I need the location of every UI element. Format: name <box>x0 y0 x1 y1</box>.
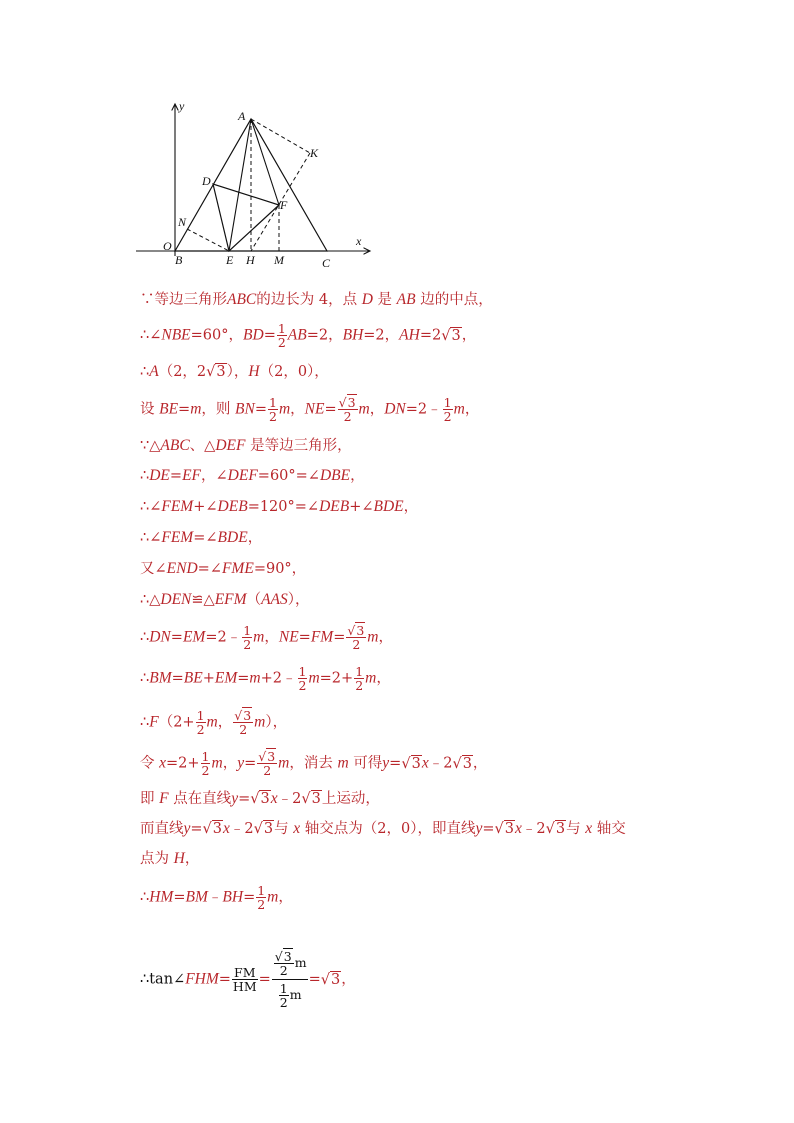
radicand: 3 <box>411 755 421 772</box>
inner-fraction <box>279 982 289 1009</box>
denominator: 2 <box>243 637 252 652</box>
text: ∴ <box>140 889 150 906</box>
text: AH <box>399 326 420 344</box>
text: BDE <box>373 498 404 515</box>
text: ∴∠ <box>140 530 162 546</box>
text: DEB <box>217 498 248 515</box>
text: = <box>263 327 276 344</box>
text: END <box>166 560 198 577</box>
text: m <box>249 669 261 687</box>
fraction <box>201 750 211 777</box>
fraction <box>346 624 366 651</box>
text: m <box>254 713 266 731</box>
text: 设 <box>140 401 155 418</box>
denominator: 2 <box>352 637 361 652</box>
text: ∴∠ <box>140 327 162 344</box>
text: = <box>190 821 203 837</box>
text: = <box>482 821 495 837</box>
text: = <box>237 670 250 687</box>
numerator: √3 <box>258 749 276 764</box>
text: （2+ <box>158 714 195 731</box>
text: m <box>267 888 279 906</box>
text: DBE <box>319 467 351 484</box>
text: BD <box>243 326 264 344</box>
text: ∴ <box>140 468 150 484</box>
text: ，则 <box>201 401 231 418</box>
text: y <box>475 820 483 837</box>
denominator: 2 <box>279 995 288 1010</box>
solution-line-16 <box>140 819 626 839</box>
text: ， <box>464 401 480 418</box>
text: x <box>223 820 230 837</box>
text: 上运动， <box>321 791 380 807</box>
numerator: 1 <box>279 981 288 996</box>
text: m <box>294 955 307 970</box>
text: = <box>254 401 267 418</box>
solution-line-11 <box>140 624 393 651</box>
text: BN <box>235 400 255 418</box>
text: = <box>169 468 183 484</box>
solution-line-13 <box>140 709 287 736</box>
fraction <box>256 884 266 911</box>
numerator: √3 <box>234 708 252 723</box>
text: 点为 <box>140 851 169 867</box>
text: ， <box>264 629 279 646</box>
text: 是 <box>377 292 393 308</box>
radicand: 3 <box>347 395 356 410</box>
text: ∴ <box>140 364 150 380</box>
fraction <box>443 396 453 423</box>
label-m: M <box>274 253 284 267</box>
text: ABC <box>227 291 257 308</box>
radicand: 3 <box>462 755 472 772</box>
label-x: x <box>356 234 362 248</box>
denominator: 2 <box>263 763 272 778</box>
radicand: 3 <box>260 791 270 807</box>
inner-fraction <box>274 950 294 977</box>
text: FHM <box>185 970 219 988</box>
text: = <box>173 889 186 906</box>
label-n: N <box>178 215 187 229</box>
text: = <box>324 401 337 418</box>
text: EFM <box>214 591 247 608</box>
text: ， <box>461 327 477 344</box>
text: = <box>178 401 191 418</box>
text: NE <box>304 400 325 418</box>
text: x <box>159 754 166 772</box>
denominator: HM <box>232 979 257 994</box>
text: =2﹣ <box>405 401 442 418</box>
text: = <box>389 755 402 772</box>
solution-line-18 <box>140 884 293 911</box>
text: D <box>361 291 373 308</box>
text: BE <box>159 400 179 418</box>
label-a: A <box>238 109 246 123</box>
numerator: 1 <box>298 664 307 679</box>
text: ， <box>378 629 393 646</box>
sqrt: √3 <box>320 971 341 988</box>
label-h: H <box>246 253 255 267</box>
radicand: 3 <box>356 623 365 638</box>
text: m <box>211 754 223 772</box>
text: ∴△ <box>140 592 161 608</box>
sqrt: √3 <box>452 755 472 772</box>
text: ）， <box>265 714 288 731</box>
compound-fraction <box>272 950 308 1009</box>
text: y <box>382 754 390 772</box>
radicand: 3 <box>267 749 276 764</box>
figure-canvas <box>130 96 380 272</box>
text: = <box>244 755 257 772</box>
solution-line-6 <box>140 466 365 486</box>
fraction <box>277 322 287 349</box>
numerator: √3 <box>274 949 292 964</box>
text: BDE <box>217 529 248 546</box>
text: = <box>170 629 183 646</box>
text: ， <box>350 468 365 484</box>
text: x <box>293 820 301 837</box>
text: EF <box>182 467 201 484</box>
text: 与 <box>566 821 581 837</box>
text: ， <box>184 851 200 867</box>
text: y <box>231 790 239 807</box>
radicand: 3 <box>311 791 321 807</box>
label-d: D <box>202 174 211 188</box>
text: AB <box>287 326 307 344</box>
text: m <box>278 400 291 418</box>
text: =90°， <box>253 561 307 577</box>
text: =∠ <box>197 561 222 577</box>
text: AAS <box>261 591 288 608</box>
radicand: 3 <box>504 821 514 837</box>
label-c: C <box>322 256 331 270</box>
text: m <box>278 754 290 772</box>
text: ﹣2 <box>277 791 302 807</box>
text: x <box>270 790 278 807</box>
text: ∴ <box>140 629 150 646</box>
text: m <box>289 987 302 1002</box>
text: ， <box>403 499 419 515</box>
text: ∵△ <box>140 438 161 454</box>
text: ， <box>341 971 356 988</box>
text: A <box>149 363 159 380</box>
text: BH <box>222 888 244 906</box>
sqrt: √3 <box>441 327 461 344</box>
text: m <box>308 669 320 687</box>
text: m <box>337 754 349 772</box>
text: x <box>421 754 429 772</box>
numerator: √3 <box>338 395 356 410</box>
text: y <box>183 820 191 837</box>
text: = <box>171 670 184 687</box>
text: m <box>365 669 377 687</box>
fraction <box>233 709 253 736</box>
text: HM <box>149 888 174 906</box>
solution-line-1 <box>140 290 493 310</box>
sqrt: √3 <box>494 821 514 837</box>
text: x <box>585 820 593 837</box>
numerator: 1 <box>355 664 364 679</box>
fraction <box>268 396 278 423</box>
text: m <box>453 400 465 418</box>
numerator: 1 <box>443 395 452 410</box>
segment-ne-dashed <box>187 229 229 251</box>
text: ﹣2 <box>428 755 453 772</box>
label-k: K <box>310 146 319 160</box>
text: 即 <box>140 791 155 807</box>
text: ∴tan∠ <box>140 971 186 988</box>
text: ﹣ <box>207 889 223 906</box>
sqrt: √3 <box>206 364 226 380</box>
text: ， <box>247 530 263 546</box>
text: = <box>298 629 311 646</box>
solution-line-4 <box>140 396 479 423</box>
text: FME <box>221 560 254 577</box>
text: DE <box>149 467 170 484</box>
segment-af <box>251 119 279 205</box>
text: ， <box>217 714 233 731</box>
text: ， <box>369 401 385 418</box>
sqrt: √3 <box>202 821 223 837</box>
denominator: 2 <box>268 409 277 424</box>
text: DEN <box>160 591 192 608</box>
radicand: 3 <box>212 821 223 837</box>
text: ）， <box>226 364 249 380</box>
numerator: 1 <box>243 623 252 638</box>
fraction <box>196 709 206 736</box>
text: ，消去 <box>289 755 333 772</box>
text: BE <box>183 669 203 687</box>
text: =60°=∠ <box>257 468 320 484</box>
fraction <box>298 665 308 692</box>
fraction-fm-hm <box>232 966 258 993</box>
solution-line-3 <box>140 362 329 382</box>
label-y: y <box>179 99 185 113</box>
text: ， <box>472 755 488 772</box>
radicand: 3 <box>216 364 226 380</box>
sqrt: √3 <box>301 791 321 807</box>
radicand: 3 <box>243 708 252 723</box>
text: 点在直线 <box>173 791 232 807</box>
text: =2， <box>363 327 400 344</box>
text: 轴交 <box>596 821 626 837</box>
text: = <box>258 971 271 988</box>
solution-line-15 <box>140 789 380 809</box>
label-o: O <box>163 239 172 253</box>
text: y <box>237 754 245 772</box>
solution-line-14 <box>140 750 487 777</box>
sqrt: √3 <box>253 821 274 837</box>
text: ， <box>376 670 391 687</box>
text: NBE <box>161 326 191 344</box>
label-b: B <box>175 253 183 267</box>
text: ∵等边三角形 <box>140 292 227 308</box>
text: 令 <box>140 755 155 772</box>
text: FM <box>310 628 334 646</box>
text: m <box>190 400 202 418</box>
text: =60°， <box>190 327 244 344</box>
text: =2﹣ <box>205 629 242 646</box>
solution-line-7 <box>140 497 418 517</box>
denominator: 2 <box>257 897 266 912</box>
sqrt: √3 <box>401 755 421 772</box>
text: 与 <box>274 821 289 837</box>
solution-line-9 <box>140 559 306 579</box>
text: DN <box>149 628 171 646</box>
text: ， <box>222 755 238 772</box>
denominator: 2 <box>355 678 364 693</box>
solution-line-17 <box>140 849 199 869</box>
text: EM <box>214 669 238 687</box>
text: m <box>206 713 218 731</box>
text: （2，0）， <box>259 364 329 380</box>
text: ， <box>278 889 293 906</box>
text: =2+ <box>319 670 354 687</box>
text: 的边长为 4，点 <box>256 292 358 308</box>
text: ∴∠ <box>140 499 162 515</box>
text: ≌△ <box>191 592 215 608</box>
text: x <box>514 820 522 837</box>
text: ∴ <box>140 670 150 687</box>
text: + <box>202 670 215 687</box>
text: DEF <box>215 437 246 454</box>
fraction <box>338 396 358 423</box>
denominator: 2 <box>443 409 452 424</box>
text: =2， <box>306 327 343 344</box>
text: =2 <box>419 327 442 344</box>
numerator: 1 <box>277 321 286 336</box>
fraction <box>242 624 252 651</box>
numerator: 1 <box>268 395 277 410</box>
numerator: 1 <box>196 708 205 723</box>
radicand: 3 <box>555 821 566 837</box>
text: ）， <box>287 592 310 608</box>
text: 边的中点， <box>420 292 493 308</box>
text: FEM <box>161 529 194 546</box>
text: BM <box>149 669 172 687</box>
sqrt: √3 <box>545 821 566 837</box>
text: H <box>173 850 185 867</box>
text: +∠ <box>193 499 218 515</box>
denominator: 2 <box>196 722 205 737</box>
text: AB <box>396 291 416 308</box>
text: ， <box>290 401 305 418</box>
text: = <box>333 629 346 646</box>
label-f: F <box>280 198 288 212</box>
denominator: 2 <box>279 963 288 978</box>
triangle-def <box>213 184 279 251</box>
solution-line-2 <box>140 322 476 349</box>
text: m <box>358 400 370 418</box>
text: =120°=∠ <box>247 499 320 515</box>
text: （ <box>246 592 262 608</box>
text: F <box>149 713 159 731</box>
text: ∴ <box>140 714 150 731</box>
sqrt: √3 <box>250 791 270 807</box>
text: ABC <box>160 437 190 454</box>
fraction <box>354 665 364 692</box>
numerator <box>272 950 308 980</box>
text: ﹣2 <box>521 821 546 837</box>
text: DEB <box>319 498 350 515</box>
text: m <box>367 628 379 646</box>
denominator: 2 <box>277 335 286 350</box>
text: BH <box>342 326 364 344</box>
denominator: 2 <box>343 409 352 424</box>
radicand: 3 <box>330 971 341 988</box>
text: F <box>159 790 169 807</box>
text: = <box>243 889 256 906</box>
denominator: 2 <box>201 763 210 778</box>
denominator: 2 <box>298 678 307 693</box>
text: 而直线 <box>140 821 184 837</box>
text: 是等边三角形， <box>250 438 352 454</box>
radicand: 3 <box>283 949 292 964</box>
text: +2﹣ <box>260 670 297 687</box>
radicand: 3 <box>263 821 274 837</box>
numerator: 1 <box>201 749 210 764</box>
numerator: FM <box>232 966 258 980</box>
text: ﹣2 <box>229 821 254 837</box>
text: =2+ <box>166 755 200 772</box>
numerator: √3 <box>347 623 365 638</box>
text: NE <box>278 628 299 646</box>
text: DN <box>384 400 406 418</box>
denominator <box>272 980 308 1009</box>
fraction <box>257 750 277 777</box>
geometry-figure <box>130 96 380 272</box>
radicand: 3 <box>451 327 461 344</box>
text: 可得 <box>353 755 383 772</box>
text: 轴交点为（2，0），即直线 <box>304 821 476 837</box>
text: = <box>218 971 231 988</box>
solution-line-19 <box>140 950 356 1009</box>
text: 、△ <box>189 438 216 454</box>
text: FEM <box>161 498 194 515</box>
text: H <box>248 363 260 380</box>
text: DEF <box>227 467 258 484</box>
text: = <box>308 971 321 988</box>
text: BM <box>185 888 208 906</box>
solution-line-10 <box>140 590 310 610</box>
text: = <box>238 791 251 807</box>
solution-line-12 <box>140 665 391 692</box>
denominator: 2 <box>239 722 248 737</box>
text: （2，2 <box>158 364 207 380</box>
label-e: E <box>226 253 234 267</box>
text: EM <box>182 628 206 646</box>
text: =∠ <box>193 530 218 546</box>
text: m <box>253 628 265 646</box>
solution-line-8 <box>140 528 262 548</box>
solution-line-5 <box>140 436 352 456</box>
numerator: 1 <box>257 883 266 898</box>
text: 又∠ <box>140 561 167 577</box>
text: +∠ <box>349 499 374 515</box>
text: ，∠ <box>201 468 228 484</box>
